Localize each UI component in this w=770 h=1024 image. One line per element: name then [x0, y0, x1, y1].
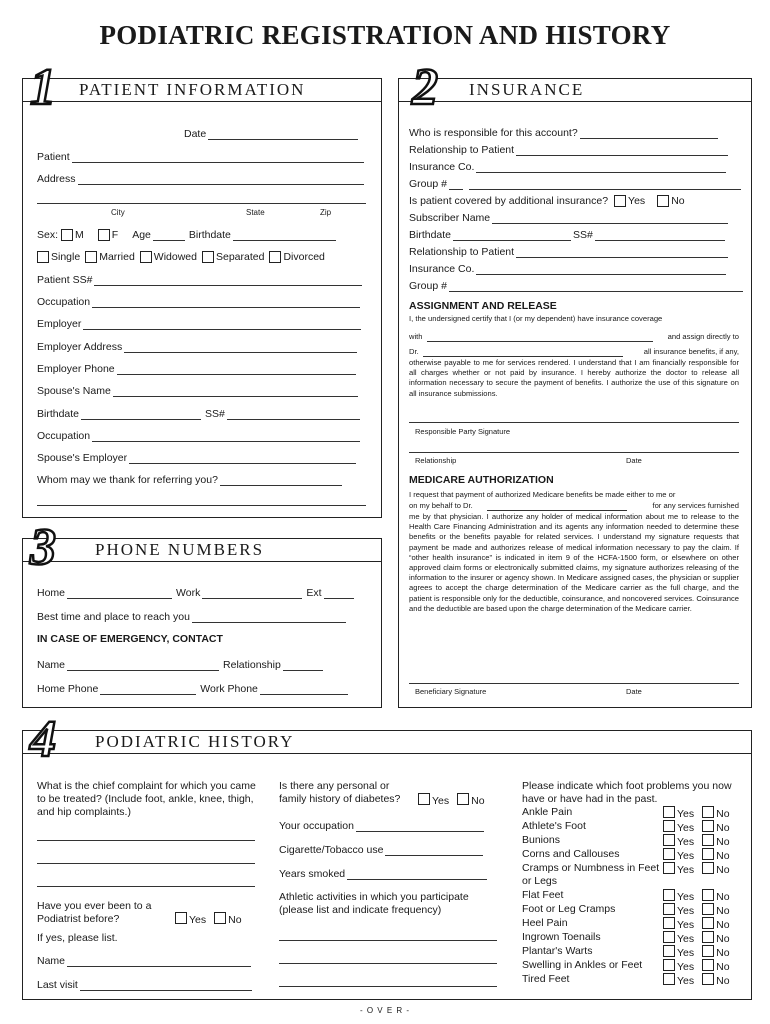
separated-checkbox[interactable] — [202, 251, 214, 263]
last-visit-field[interactable] — [80, 979, 252, 991]
podiatrist-options — [172, 912, 242, 926]
no-label: No — [716, 891, 730, 903]
years-smoked-field[interactable] — [347, 868, 487, 880]
address-field[interactable] — [78, 173, 364, 185]
problem-yes-checkbox[interactable] — [663, 848, 675, 860]
foot-problem-options — [660, 820, 730, 834]
employer-phone-label: Employer Phone — [37, 363, 115, 375]
home-label: Home — [37, 587, 66, 599]
relationship-field[interactable] — [516, 144, 728, 156]
problem-no-checkbox[interactable] — [702, 959, 714, 971]
group-field[interactable] — [449, 178, 463, 190]
home-phone-field[interactable] — [67, 587, 172, 599]
diabetes-options — [415, 793, 485, 807]
section-number-badge: 2 — [412, 59, 438, 116]
problem-yes-checkbox[interactable] — [663, 820, 675, 832]
emergency-work-phone-label: Work Phone — [200, 683, 258, 695]
section-number-badge: 4 — [30, 711, 56, 768]
athletic-line-3[interactable] — [279, 986, 497, 987]
foot-problem-label: Tired Feet — [522, 973, 570, 985]
no-label: No — [716, 919, 730, 931]
foot-problem-row — [522, 959, 744, 972]
additional-no-checkbox[interactable] — [657, 195, 669, 207]
podiatrist-name-field[interactable] — [67, 955, 251, 967]
yes-label: Yes — [432, 795, 450, 807]
athletic-line-2[interactable] — [279, 963, 497, 964]
beneficiary-signature-line[interactable] — [409, 683, 739, 684]
employer-field[interactable] — [83, 318, 361, 330]
problem-no-checkbox[interactable] — [702, 903, 714, 915]
spouse-birthdate-field[interactable] — [81, 408, 201, 420]
subscriber-field[interactable] — [492, 212, 728, 224]
referral-label: Whom may we thank for referring you? — [37, 474, 218, 486]
relationship2-field[interactable] — [516, 246, 728, 258]
zip-label: Zip — [320, 208, 332, 217]
relationship-label: Relationship to Patient — [409, 144, 515, 156]
subscriber-ss-label: SS# — [573, 229, 593, 241]
foot-problems-list — [522, 806, 744, 992]
page-title: PODIATRIC REGISTRATION AND HISTORY — [99, 20, 671, 50]
relationship2-label: Relationship to Patient — [409, 246, 515, 258]
yes-label: Yes — [677, 975, 695, 987]
problem-yes-checkbox[interactable] — [663, 903, 675, 915]
widowed-checkbox[interactable] — [140, 251, 152, 263]
responsible-signature-line[interactable] — [409, 422, 739, 423]
foot-problem-row — [522, 806, 744, 819]
employer-phone-field[interactable] — [117, 363, 356, 375]
over-footer: - O V E R - — [359, 1006, 411, 1015]
widowed-label: Widowed — [153, 251, 197, 263]
foot-problem-label: Swelling in Ankles or Feet — [522, 959, 643, 971]
problem-no-checkbox[interactable] — [702, 889, 714, 901]
foot-problem-row — [522, 889, 744, 902]
emergency-home-phone-field[interactable] — [100, 683, 196, 695]
problem-no-checkbox[interactable] — [702, 806, 714, 818]
emergency-contact-heading: IN CASE OF EMERGENCY, CONTACT — [37, 633, 223, 645]
divorced-label: Divorced — [283, 251, 325, 263]
foot-problem-options — [660, 959, 730, 973]
married-label: Married — [99, 251, 135, 263]
birthdate-label: Birthdate — [188, 229, 231, 241]
insurance-co2-field[interactable] — [476, 263, 726, 275]
no-label: No — [471, 795, 485, 807]
section-header — [399, 79, 751, 102]
insurance-co-label: Insurance Co. — [409, 161, 475, 173]
section-header — [23, 539, 381, 562]
patient-ss-label: Patient SS# — [37, 274, 93, 286]
ext-field[interactable] — [324, 587, 354, 599]
yes-label: Yes — [677, 864, 695, 876]
medicare-doctor-field[interactable] — [487, 510, 627, 511]
sex-f-checkbox[interactable] — [98, 229, 110, 241]
foot-problem-label: Foot or Leg Cramps — [522, 903, 616, 915]
patient-name-field[interactable] — [72, 151, 364, 163]
complaint-line-1[interactable] — [37, 840, 255, 841]
section-header — [23, 731, 751, 754]
foot-problem-row — [522, 820, 744, 833]
problem-yes-checkbox[interactable] — [663, 959, 675, 971]
diabetes-yes-checkbox[interactable] — [418, 793, 430, 805]
section-heading: INSURANCE — [469, 80, 585, 99]
emergency-work-phone-field[interactable] — [260, 683, 348, 695]
additional-yes-checkbox[interactable] — [614, 195, 626, 207]
foot-problem-row — [522, 973, 744, 986]
referral-line-2[interactable] — [37, 505, 366, 506]
foot-problem-label: Ankle Pain — [522, 806, 573, 818]
spouse-occupation-field[interactable] — [92, 430, 360, 442]
single-label: Single — [51, 251, 81, 263]
date-field[interactable] — [208, 128, 358, 140]
problem-yes-checkbox[interactable] — [663, 889, 675, 901]
foot-problem-label: Corns and Callouses — [522, 848, 620, 860]
subscriber-label: Subscriber Name — [409, 212, 491, 224]
foot-problem-options — [660, 889, 730, 903]
yes-label: Yes — [677, 947, 695, 959]
yes-label: Yes — [677, 891, 695, 903]
problem-no-checkbox[interactable] — [702, 848, 714, 860]
responsible-field[interactable] — [580, 127, 718, 139]
spouse-ss-field[interactable] — [227, 408, 360, 420]
yes-label: Yes — [677, 933, 695, 945]
section-number-badge: 1 — [30, 59, 56, 116]
foot-problem-options — [660, 834, 730, 848]
foot-problem-options — [660, 903, 730, 917]
sex-f-label: F — [111, 229, 119, 241]
foot-problem-label: Heel Pain — [522, 917, 568, 929]
problem-no-checkbox[interactable] — [702, 945, 714, 957]
beneficiary-signature-label: Beneficiary Signature — [415, 687, 487, 696]
yes-label: Yes — [628, 195, 646, 207]
problem-yes-checkbox[interactable] — [663, 834, 675, 846]
problem-no-checkbox[interactable] — [702, 820, 714, 832]
yes-label: Yes — [677, 836, 695, 848]
problem-yes-checkbox[interactable] — [663, 806, 675, 818]
separated-label: Separated — [215, 251, 265, 263]
emergency-relationship-label: Relationship — [223, 659, 281, 671]
no-label: No — [716, 933, 730, 945]
referral-field[interactable] — [220, 474, 342, 486]
medicare-text-1: I request that payment of authorized Medicare benefits be made either to me or — [409, 490, 676, 499]
foot-problem-options — [660, 945, 730, 959]
birthdate-field[interactable] — [233, 229, 336, 241]
spouse-name-label: Spouse's Name — [37, 385, 111, 397]
no-label: No — [716, 947, 730, 959]
beneficiary-date-label: Date — [626, 687, 642, 696]
sex-m-checkbox[interactable] — [61, 229, 73, 241]
work-phone-field[interactable] — [202, 587, 302, 599]
foot-problem-options — [660, 917, 730, 931]
doctor-field[interactable] — [423, 356, 623, 357]
emergency-name-label: Name — [37, 659, 66, 671]
foot-problem-options — [660, 848, 730, 862]
with-label: with — [409, 332, 423, 341]
assign-directly-label: and assign directly to — [667, 332, 739, 341]
patient-label: Patient — [37, 151, 70, 163]
last-visit-label: Last visit — [37, 979, 78, 991]
athletic-question: Athletic activities in which you participate (please list and indicate frequency) — [279, 891, 469, 916]
foot-problem-row — [522, 834, 744, 847]
spouse-birthdate-label: Birthdate — [37, 408, 80, 420]
foot-problem-label: Plantar's Warts — [522, 945, 593, 957]
sex-label: Sex: — [37, 229, 59, 241]
services-furnished-label: for any services furnished — [652, 501, 739, 510]
employer-address-field[interactable] — [124, 341, 357, 353]
relationship-date-line[interactable] — [409, 452, 739, 453]
foot-problem-label: Cramps or Numbness in Feet or Legs — [522, 862, 660, 887]
group2-label: Group # — [409, 280, 447, 292]
podiatrist-question: Have you ever been to a Podiatrist before? — [37, 900, 152, 925]
insurer-field[interactable] — [427, 341, 653, 342]
best-time-field[interactable] — [192, 611, 346, 623]
problem-yes-checkbox[interactable] — [663, 862, 675, 874]
section-number-badge: 3 — [30, 519, 56, 576]
employer-label: Employer — [37, 318, 82, 330]
spouse-employer-label: Spouse's Employer — [37, 452, 128, 464]
podiatrist-no-checkbox[interactable] — [214, 912, 226, 924]
yes-label: Yes — [677, 919, 695, 931]
no-label: No — [716, 905, 730, 917]
age-field[interactable] — [153, 229, 185, 241]
yes-label: Yes — [677, 808, 695, 820]
group2-field[interactable] — [449, 280, 743, 292]
tobacco-label: Cigarette/Tobacco use — [279, 844, 384, 856]
no-label: No — [228, 914, 242, 926]
problem-no-checkbox[interactable] — [702, 931, 714, 943]
section-heading: PATIENT INFORMATION — [79, 80, 306, 99]
medicare-text-2: me by that physician. I authorize any holder of medical information about me to release to the Health Care Financing Administration and its agents any information needed to determine these benefits or the benefits payable for related services. I understand my signature requests that payment be made and authorizes release of medical information necessary to pay the claim. If “other health insurance” is indicated in item 9 of the HCFA-1500 form, or elsewhere on other approved claim forms or electronically submitted claims, my signature authorizes releasing of the information to the insurer or agency shown. In Medicare assigned cases, the physician or supplier agrees to accept the charge determination of the Medicare carrier as the full charge, and the patient is responsible only for the deductible, coinsurance, and noncovered services. Coinsurance and the deductible are based upon the charge determination of the Medicare carrier. — [409, 512, 739, 613]
spouse-name-field[interactable] — [113, 385, 358, 397]
state-label: State — [246, 208, 265, 217]
age-label: Age — [132, 229, 151, 241]
responsible-signature-label: Responsible Party Signature — [415, 427, 511, 436]
no-label: No — [716, 975, 730, 987]
years-smoked-label: Years smoked — [279, 868, 346, 880]
occupation-field[interactable] — [92, 296, 360, 308]
assignment-with-row — [409, 332, 739, 343]
problem-yes-checkbox[interactable] — [663, 945, 675, 957]
if-yes-label: If yes, please list. — [37, 932, 118, 944]
section-header — [23, 79, 381, 102]
medicare-dr-label: on my behalf to Dr. — [409, 501, 473, 510]
address-line-2[interactable] — [37, 203, 366, 204]
podiatrist-yes-checkbox[interactable] — [175, 912, 187, 924]
medicare-dr-row — [409, 501, 739, 512]
single-checkbox[interactable] — [37, 251, 49, 263]
additional-insurance-label: Is patient covered by additional insurance? — [409, 195, 609, 207]
yes-label: Yes — [677, 822, 695, 834]
no-label: No — [716, 864, 730, 876]
relationship-signature-label: Relationship — [415, 456, 457, 465]
chief-complaint-question: What is the chief complaint for which you came to be treated? (Include foot, ankle, knee, thigh, and hip complaints.) — [37, 780, 256, 818]
sex-m-label: M — [75, 229, 84, 241]
work-label: Work — [176, 587, 201, 599]
patient-ss-field[interactable] — [94, 274, 362, 286]
yes-label: Yes — [677, 961, 695, 973]
subscriber-birthdate-label: Birthdate — [409, 229, 452, 241]
address-label: Address — [37, 173, 76, 185]
no-label: No — [716, 850, 730, 862]
insurance-co-field[interactable] — [476, 161, 726, 173]
yes-label: Yes — [677, 905, 695, 917]
complaint-line-3[interactable] — [37, 886, 255, 887]
employer-address-label: Employer Address — [37, 341, 123, 353]
yes-label: Yes — [677, 850, 695, 862]
group-label: Group # — [409, 178, 447, 190]
your-occupation-label: Your occupation — [279, 820, 354, 832]
spouse-employer-field[interactable] — [129, 452, 356, 464]
your-occupation-field[interactable] — [356, 820, 484, 832]
tobacco-field[interactable] — [385, 844, 483, 856]
foot-problem-row — [522, 848, 744, 861]
athletic-line-1[interactable] — [279, 940, 497, 941]
problem-no-checkbox[interactable] — [702, 834, 714, 846]
problem-no-checkbox[interactable] — [702, 917, 714, 929]
foot-problem-options — [660, 973, 730, 987]
date-signature-label: Date — [626, 456, 642, 465]
foot-problem-label: Athlete's Foot — [522, 820, 586, 832]
insurance-co2-label: Insurance Co. — [409, 263, 475, 275]
foot-problem-row — [522, 931, 744, 944]
spouse-ss-label: SS# — [205, 408, 225, 420]
podiatrist-name-label: Name — [37, 955, 66, 967]
foot-problem-label: Bunions — [522, 834, 560, 846]
best-time-label: Best time and place to reach you — [37, 611, 190, 623]
section-heading: PHONE NUMBERS — [95, 540, 265, 559]
foot-problem-label: Ingrown Toenails — [522, 931, 601, 943]
no-label: No — [671, 195, 685, 207]
benefits-label: all insurance benefits, if any, — [643, 347, 739, 356]
no-label: No — [716, 822, 730, 834]
city-label: City — [111, 208, 125, 217]
group-field-2[interactable] — [469, 178, 741, 190]
problem-yes-checkbox[interactable] — [663, 973, 675, 985]
foot-problem-options — [660, 862, 730, 876]
assignment-text-2: otherwise payable to me for services rendered. I understand that I am financially responsible for all charges whether or not paid by insurance. I hereby authorize the doctor to release all information necessary to secure the payment of benefits. I authorize the use of this signature on all insurance submissions. — [409, 358, 739, 398]
foot-problem-options — [660, 931, 730, 945]
complaint-line-2[interactable] — [37, 863, 255, 864]
married-checkbox[interactable] — [85, 251, 97, 263]
foot-problem-row — [522, 945, 744, 958]
assignment-dr-row — [409, 347, 739, 358]
medicare-title: MEDICARE AUTHORIZATION — [409, 474, 554, 486]
foot-problem-row — [522, 903, 744, 916]
emergency-name-field[interactable] — [67, 659, 219, 671]
no-label: No — [716, 836, 730, 848]
spouse-occupation-label: Occupation — [37, 430, 91, 442]
occupation-label: Occupation — [37, 296, 91, 308]
no-label: No — [716, 961, 730, 973]
foot-problem-label: Flat Feet — [522, 889, 564, 901]
assignment-text-1: I, the undersigned certify that I (or my dependent) have insurance coverage — [409, 314, 663, 323]
foot-problem-row — [522, 917, 744, 930]
problem-no-checkbox[interactable] — [702, 973, 714, 985]
foot-problem-options — [660, 806, 730, 820]
diabetes-no-checkbox[interactable] — [457, 793, 469, 805]
subscriber-birthdate-field[interactable] — [453, 229, 571, 241]
responsible-label: Who is responsible for this account? — [409, 127, 578, 139]
ext-label: Ext — [306, 587, 322, 599]
date-label: Date — [184, 128, 207, 140]
divorced-checkbox[interactable] — [269, 251, 281, 263]
emergency-relationship-field[interactable] — [283, 659, 323, 671]
section-heading: PODIATRIC HISTORY — [95, 732, 295, 751]
problem-no-checkbox[interactable] — [702, 862, 714, 874]
emergency-home-phone-label: Home Phone — [37, 683, 99, 695]
assignment-title: ASSIGNMENT AND RELEASE — [409, 300, 557, 312]
problem-yes-checkbox[interactable] — [663, 917, 675, 929]
no-label: No — [716, 808, 730, 820]
yes-label: Yes — [189, 914, 207, 926]
dr-label: Dr. — [409, 347, 419, 356]
problem-yes-checkbox[interactable] — [663, 931, 675, 943]
foot-problem-row — [522, 862, 744, 887]
foot-problems-question: Please indicate which foot problems you now have or have had in the past. — [522, 780, 732, 805]
subscriber-ss-field[interactable] — [595, 229, 725, 241]
diabetes-question: Is there any personal or family history of diabetes? — [279, 780, 401, 805]
